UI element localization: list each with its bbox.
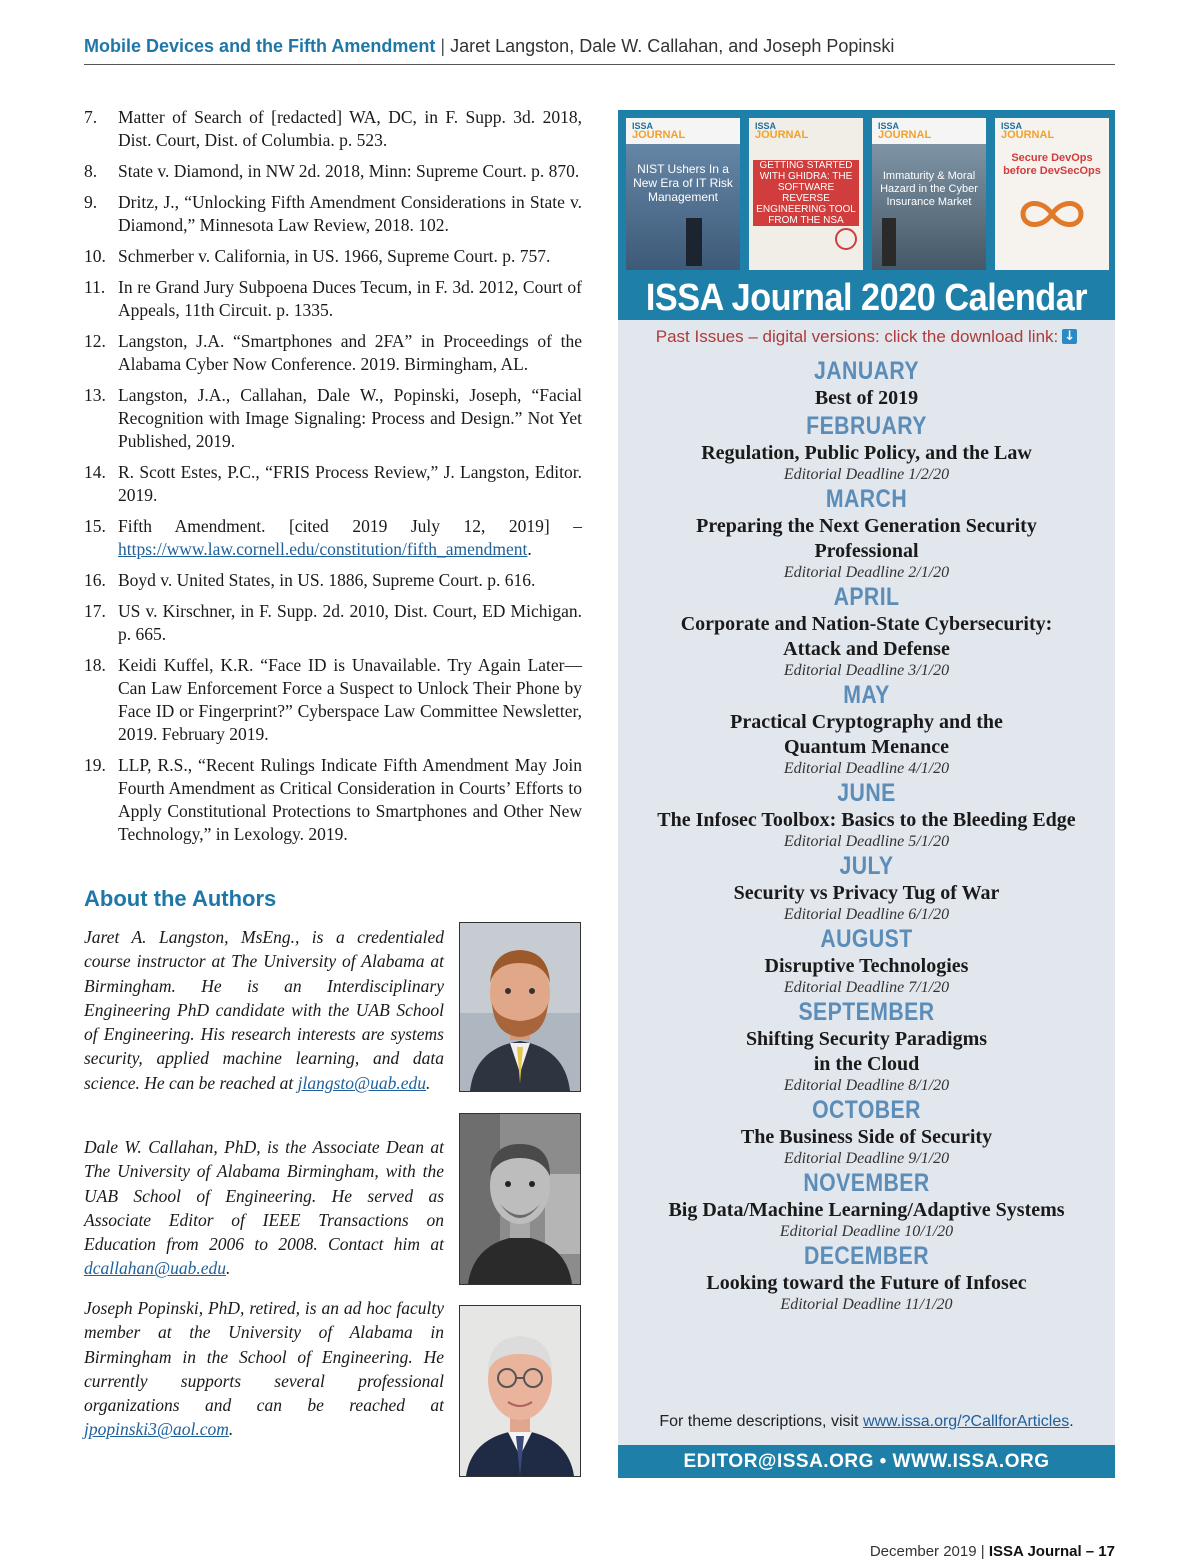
reference-item: [84, 106, 582, 152]
month-theme: Looking toward the Future of Infosec: [706, 1272, 1027, 1294]
month-entry: [618, 582, 1115, 680]
cover-thumbnail-ghidra[interactable]: [749, 118, 863, 270]
author-photo-langston: [459, 922, 581, 1092]
cover-thumbnails: [618, 110, 1115, 276]
running-header: [84, 34, 1115, 65]
cover-headline: Immaturity & Moral Hazard in the Cyber Insurance Market: [880, 170, 978, 208]
reference-item: [84, 384, 582, 453]
editorial-deadline: Editorial Deadline 8/1/20: [783, 1077, 950, 1094]
month-name: AUGUST: [820, 925, 913, 953]
month-list: [618, 356, 1115, 1314]
bio-text-end: .: [225, 1258, 231, 1279]
month-entry: [618, 411, 1115, 484]
calendar-sidebar: [618, 110, 1115, 1478]
reference-number: 17.: [84, 601, 106, 621]
author-bio-popinski: [84, 1296, 444, 1442]
cover-thumbnail-devops[interactable]: [995, 118, 1109, 270]
author-bio-callahan: [84, 1135, 444, 1281]
cover-headline: GETTING STARTED WITH GHIDRA: THE SOFTWARE REVERSE ENGINEERING TOOL FROM THE NSA: [753, 160, 859, 226]
page-footer: [870, 1543, 1115, 1560]
month-entry: [618, 851, 1115, 924]
month-name: JULY: [839, 852, 894, 880]
email-link-popinski[interactable]: jpopinski3@aol.com: [84, 1419, 229, 1440]
reference-text: Langston, J.A., Callahan, Dale W., Popinski, Joseph, “Facial Recognition with Image Signaling: Process and Design.” Not Yet Published, 2019.: [118, 385, 582, 451]
bio-text: Jaret A. Langston, MsEng., is a credentialed course instructor at The University of Alabama at Birmingham. He is an Interdisciplinary Engineering PhD candidate with the UAB School of Engineering. His research interests are systems security, applied machine learning, and data science. He can be reached at: [84, 927, 444, 1093]
reference-item: [84, 191, 582, 237]
author-photo-popinski: [459, 1305, 581, 1477]
reference-text: Langston, J.A. “Smartphones and 2FA” in Proceedings of the Alabama Cyber Now Conference. 2019. Birmingham, AL.: [118, 331, 582, 374]
month-theme: The Infosec Toolbox: Basics to the Bleeding Edge: [657, 809, 1076, 831]
month-entry: [618, 778, 1115, 851]
month-name: SEPTEMBER: [798, 998, 935, 1026]
issa-journal-logo: ISSA JOURNAL: [632, 121, 686, 141]
reference-item: [84, 461, 582, 507]
infinity-loop-icon: [1019, 196, 1085, 232]
month-entry: [618, 1168, 1115, 1241]
reference-text: Boyd v. United States, in US. 1886, Supreme Court. p. 616.: [118, 570, 536, 590]
editorial-deadline: Editorial Deadline 5/1/20: [783, 833, 950, 850]
cover-thumbnail-nist[interactable]: [626, 118, 740, 270]
issa-journal-logo: ISSA JOURNAL: [755, 121, 809, 141]
month-theme: Shifting Security Paradigms in the Cloud: [745, 1028, 988, 1075]
reference-text: Fifth Amendment. [cited 2019 July 12, 2019] –: [118, 516, 582, 536]
reference-number: 9.: [84, 192, 98, 212]
cover-headline: Secure DevOps before DevSecOps: [1003, 152, 1101, 177]
reference-number: 14.: [84, 462, 106, 482]
reference-text-end: .: [527, 539, 532, 559]
reference-text: Keidi Kuffel, K.R. “Face ID is Unavailable. Try Again Later— Can Law Enforcement Force a Suspect to Unlock Their Phone by Face ID or Fingerprint?” Cyberspace Law Committee Newsletter, 2019. February 2019.: [118, 655, 582, 744]
reference-text: In re Grand Jury Subpoena Duces Tecum, in F. 3d. 2012, Court of Appeals, 11th Circuit. p. 1335.: [118, 277, 582, 320]
reference-item: [84, 754, 582, 846]
month-entry: [618, 1095, 1115, 1168]
month-theme: The Business Side of Security: [740, 1126, 993, 1148]
call-for-articles-link[interactable]: www.issa.org/?CallforArticles: [862, 1413, 1070, 1430]
reference-item: [84, 654, 582, 746]
bio-text-end: .: [228, 1419, 234, 1440]
issa-journal-logo: ISSA JOURNAL: [1001, 121, 1055, 141]
reference-text: US v. Kirschner, in F. Supp. 2d. 2010, Dist. Court, ED Michigan. p. 665.: [118, 601, 582, 644]
theme-note-end: .: [1069, 1413, 1074, 1430]
reference-number: 16.: [84, 570, 106, 590]
reference-number: 7.: [84, 107, 98, 127]
month-entry: [618, 484, 1115, 582]
header-separator: |: [440, 36, 446, 56]
reference-item: [84, 600, 582, 646]
editorial-deadline: Editorial Deadline 2/1/20: [783, 564, 950, 581]
month-theme: Best of 2019: [814, 387, 919, 409]
journal-page-number: ISSA Journal – 17: [988, 1543, 1115, 1560]
reference-text: Matter of Search of [redacted] WA, DC, in F. Supp. 3d. 2018, Dist. Court, Dist. of Columbia. p. 523.: [118, 107, 582, 150]
reference-text: Dritz, J., “Unlocking Fifth Amendment Considerations in State v. Diamond,” Minnesota Law Review, 2018. 102.: [118, 192, 582, 235]
past-issues-text: Past Issues – digital versions: click the download link:: [655, 327, 1059, 346]
editorial-deadline: Editorial Deadline 1/2/20: [783, 466, 950, 483]
fifth-amendment-link[interactable]: https://www.law.cornell.edu/constitution/fifth_amendment: [118, 539, 528, 559]
article-title: Mobile Devices and the Fifth Amendment: [84, 36, 436, 56]
month-name: MAY: [843, 681, 890, 709]
download-icon[interactable]: [1062, 329, 1077, 344]
month-theme: Security vs Privacy Tug of War: [733, 882, 1000, 904]
editorial-deadline: Editorial Deadline 11/1/20: [780, 1296, 953, 1313]
editorial-deadline: Editorial Deadline 6/1/20: [783, 906, 950, 923]
reference-number: 12.: [84, 331, 106, 351]
reference-list: [84, 106, 582, 854]
month-name: MARCH: [825, 485, 908, 513]
editorial-deadline: Editorial Deadline 9/1/20: [783, 1150, 950, 1167]
reference-number: 13.: [84, 385, 106, 405]
editorial-deadline: Editorial Deadline 4/1/20: [783, 760, 950, 777]
issa-journal-logo: ISSA JOURNAL: [878, 121, 932, 141]
reference-text: State v. Diamond, in NW 2d. 2018, Minn: Supreme Court. p. 870.: [118, 161, 580, 181]
ghidra-symbol: [835, 228, 857, 250]
author-photo-callahan: [459, 1113, 581, 1285]
month-theme: Disruptive Technologies: [764, 955, 969, 977]
bio-text: Joseph Popinski, PhD, retired, is an ad hoc faculty member at the University of Alabama in Birmingham in the School of Engineering. He currently supports several professional organizations and can be reached at: [84, 1298, 444, 1416]
reference-text: LLP, R.S., “Recent Rulings Indicate Fifth Amendment May Join Fourth Amendment as Critical Consideration in Courts’ Efforts to Apply Constitutional Protections to Smartphones and Other New Technology,” in Lexology. 2019.: [118, 755, 582, 844]
reference-item: [84, 245, 582, 268]
reference-item: [84, 276, 582, 322]
reference-text: R. Scott Estes, P.C., “FRIS Process Review,” J. Langston, Editor. 2019.: [118, 462, 582, 505]
month-name: OCTOBER: [812, 1096, 921, 1124]
month-entry: [618, 997, 1115, 1095]
month-name: FEBRUARY: [806, 412, 927, 440]
bio-text: Dale W. Callahan, PhD, is the Associate Dean at The University of Alabama Birmingham, with the UAB School of Engineering. He served as Associate Editor of IEEE Transactions on Education from 2006 to 2008. Contact him at: [84, 1137, 444, 1255]
footer-separator: |: [980, 1543, 985, 1560]
month-theme: Preparing the Next Generation Security Professional: [696, 515, 1037, 562]
editorial-deadline: Editorial Deadline 3/1/20: [783, 662, 950, 679]
month-name: NOVEMBER: [803, 1169, 930, 1197]
month-entry: [618, 1241, 1115, 1314]
issue-date: December 2019: [869, 1543, 977, 1560]
calendar-title: ISSA Journal 2020 Calendar: [645, 277, 1088, 319]
editorial-deadline: Editorial Deadline 7/1/20: [783, 979, 950, 996]
theme-descriptions-note: [618, 1413, 1115, 1431]
cover-thumbnail-insurance[interactable]: [872, 118, 986, 270]
month-entry: [618, 924, 1115, 997]
month-theme: Corporate and Nation-State Cybersecurity: Attack and Defense: [680, 613, 1053, 660]
reference-item: [84, 160, 582, 183]
month-theme: Regulation, Public Policy, and the Law: [701, 442, 1032, 464]
editorial-deadline: Editorial Deadline 10/1/20: [779, 1223, 954, 1240]
reference-item: [84, 569, 582, 592]
month-name: JUNE: [837, 779, 896, 807]
email-link-callahan[interactable]: dcallahan@uab.edu: [84, 1258, 226, 1279]
about-authors-heading: About the Authors: [84, 886, 277, 911]
reference-text: Schmerber v. California, in US. 1966, Supreme Court. p. 757.: [118, 246, 551, 266]
silhouette-figure: [882, 218, 896, 266]
past-issues-note: [618, 326, 1115, 348]
reference-number: 15.: [84, 516, 106, 536]
contact-bar[interactable]: EDITOR@ISSA.ORG • WWW.ISSA.ORG: [618, 1445, 1115, 1478]
reference-number: 11.: [84, 277, 106, 297]
reference-number: 10.: [84, 246, 106, 266]
month-name: JANUARY: [814, 357, 919, 385]
article-authors: Jaret Langston, Dale W. Callahan, and Joseph Popinski: [450, 36, 895, 56]
email-link-langston[interactable]: jlangsto@uab.edu: [297, 1072, 427, 1093]
calendar-banner: [618, 276, 1115, 320]
cover-headline: NIST Ushers In a New Era of IT Risk Management: [633, 162, 733, 204]
silhouette-figure: [686, 218, 702, 266]
reference-number: 19.: [84, 755, 106, 775]
month-name: APRIL: [833, 583, 900, 611]
month-entry: [618, 356, 1115, 411]
reference-item: [84, 515, 582, 561]
month-entry: [618, 680, 1115, 778]
month-name: DECEMBER: [803, 1242, 930, 1270]
bio-text-end: .: [426, 1072, 431, 1093]
reference-number: 18.: [84, 655, 106, 675]
month-theme: Practical Cryptography and the Quantum Menance: [730, 711, 1003, 758]
reference-number: 8.: [84, 161, 98, 181]
reference-item: [84, 330, 582, 376]
author-bio-langston: [84, 925, 444, 1095]
theme-note-text: For theme descriptions, visit: [659, 1413, 863, 1430]
month-theme: Big Data/Machine Learning/Adaptive Systems: [668, 1199, 1065, 1221]
